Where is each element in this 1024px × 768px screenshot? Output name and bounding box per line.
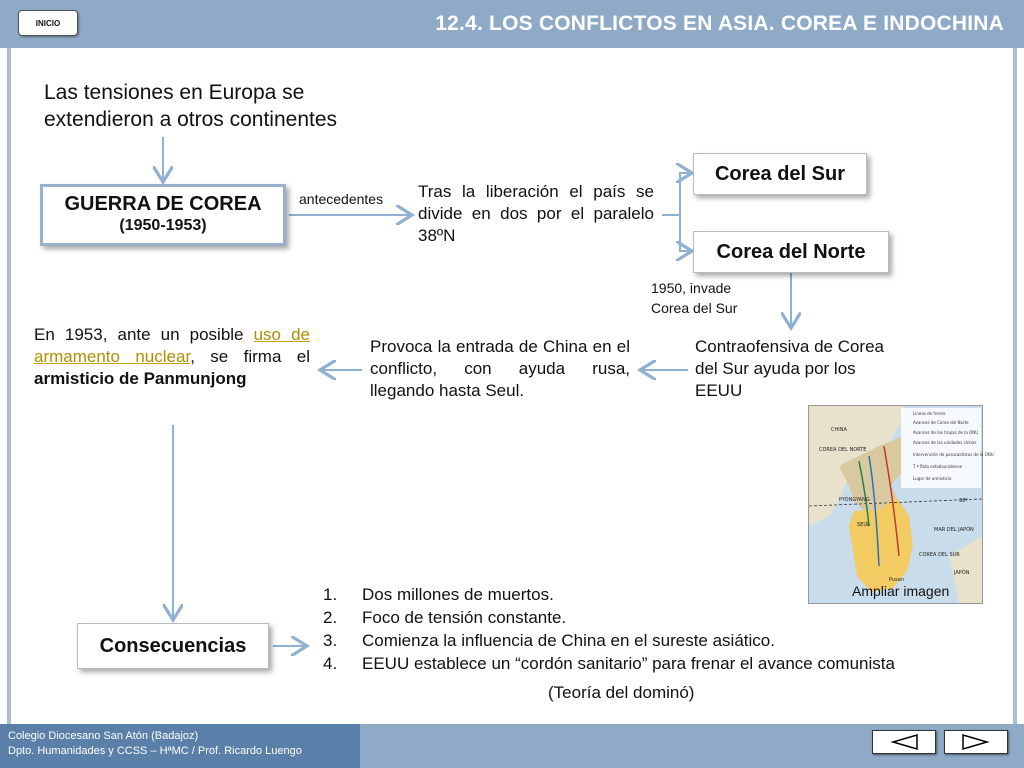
invade-label [651,278,737,318]
contraofensiva-text: Contraofensiva de Corea del Sur ayuda por los EEUU [695,337,885,400]
map-legend-4: Intervención de paracaidistas de la ONU [913,452,994,457]
armisticio-text [34,324,310,390]
invade-line-1: 1950, invade [651,280,732,296]
armamento-nuclear-link[interactable]: uso de armamento nuclear [34,325,310,366]
list-item: 2. Foco de tensión constante. [323,608,567,627]
map-label-sur: COREA DEL SUR [919,552,960,558]
map-label-mar: MAR DEL JAPÓN [934,527,974,533]
map-legend-2: Avances de las tropas de la ONU [913,430,979,435]
corea-norte-box: Corea del Norte [693,231,889,273]
map-legend-5: 7.ª flota estadounidense [913,464,963,469]
footer-credit [0,724,360,768]
map-label-seul: SEÚL [857,522,870,528]
consecuencias-list [320,583,1000,675]
armisticio-bold: armisticio de Panmunjong [34,369,247,388]
map-label-38: 38º [959,498,968,504]
map-legend-3: Avances de las unidades chinas [913,440,977,445]
triangle-left-icon [889,734,919,750]
corea-sur-box: Corea del Sur [693,153,867,195]
armisticio-prefix: En 1953, ante un posible [34,325,254,344]
invade-line-2: Corea del Sur [651,300,738,316]
korea-war-map[interactable] [808,405,994,604]
map-legend-6: Lugar de armisticio [913,476,952,481]
tras-liberacion-text: Tras la liberación el país se divide en dos por el paralelo 38ºN [418,182,654,245]
map-legend-0: Líneas de frente [913,411,946,416]
footer-line-2: Dpto. Humanidades y CCSS – HªMC / Prof. Ricardo Luengo [8,745,302,757]
map-label-pusan: Pusan [889,577,904,583]
inicio-button[interactable]: INICIO [18,10,78,36]
ampliar-imagen-link[interactable]: Ampliar imagen [852,583,950,599]
guerra-years: (1950-1953) [119,217,207,234]
arrow-tras-norte [680,215,690,251]
next-slide-button[interactable] [944,730,1008,754]
consecuencias-box: Consecuencias [77,623,269,669]
intro-line-1: Las tensiones en Europa se [44,81,305,104]
slide-title: 12.4. LOS CONFLICTOS EN ASIA. COREA E INDOCHINA [435,12,1004,35]
map-label-china: CHINA [831,427,847,433]
guerra-title: GUERRA DE COREA [64,193,262,215]
teoria-domino-text: (Teoría del dominó) [548,683,695,702]
map-legend-1: Avances de Corea del Norte [913,420,969,425]
map-label-norte: COREA DEL NORTE [819,447,867,453]
map-label-pyongyang: PYONGYANG [839,497,870,503]
map-graphic [809,406,994,603]
guerra-corea-box [40,184,286,246]
intro-line-2: extendieron a otros continentes [44,108,338,131]
armisticio-middle: , se firma el [190,347,310,366]
list-item: 4. EEUU establece un “cordón sanitario” para frenar el avance comunista [323,654,895,673]
provoca-china-text: Provoca la entrada de China en el conflicto, con ayuda rusa, llegando hasta Seul. [370,337,630,400]
triangle-right-icon [961,734,991,750]
map-label-japon: JAPÓN [954,570,970,576]
antecedentes-label: antecedentes [299,191,384,207]
intro-text [44,79,337,133]
arrow-tras-sur [662,173,690,215]
list-item: 3. Comienza la influencia de China en el sureste asiático. [323,631,775,650]
footer-line-1: Colegio Diocesano San Atón (Badajoz) [8,730,199,742]
list-item: 1. Dos millones de muertos. [323,585,554,604]
prev-slide-button[interactable] [872,730,936,754]
